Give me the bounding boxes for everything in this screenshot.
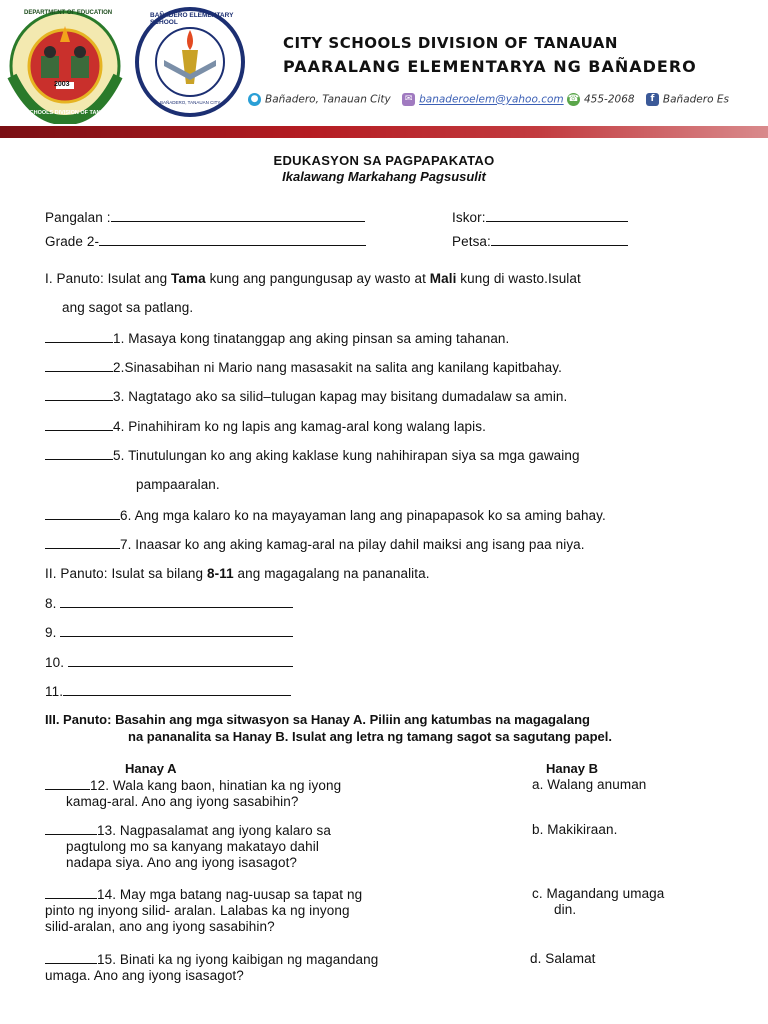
part1-instructions [45,271,581,286]
contact-facebook: Bañadero Es [662,93,729,106]
part2-number: 10. [45,655,65,670]
date-blank[interactable] [491,233,628,246]
left-logo-year: 2003 [54,81,70,88]
part2-number: 8. [45,596,57,611]
answer-blank[interactable] [45,536,120,549]
date-label: Petsa: [452,234,491,249]
part1-item-text: 4. Pinahihiram ko ng lapis ang kamag-aral kong walang lapis. [113,419,486,434]
part3-b-item: b. Makikiraan. [532,822,618,837]
contact-phone: 455-2068 [584,93,635,106]
part1-instr-a: I. Panuto: Isulat ang [45,271,172,286]
situation-text: silid-aralan, ano ang iyong sasabihin? [45,919,275,934]
part2-item [45,624,293,640]
part2-instr-b: ang magagalang na pananalita. [233,566,430,581]
school-title: PAARALANG ELEMENTARYA NG BAÑADERO [283,57,697,76]
part3-b-item: d. Salamat [530,951,596,966]
email-icon: ✉ [402,93,415,106]
contact-location: Bañadero, Tanauan City [265,93,391,106]
part3-instructions-cont: na pananalita sa Hanay B. Isulat ang letra ng tamang sagot sa sagutang papel. [128,729,613,744]
answer-choice-text: c. Magandang umaga [532,886,665,901]
part2-number: 11. [45,684,64,699]
part1-item [45,507,606,523]
answer-line[interactable] [63,683,291,696]
part1-mali: Mali [429,271,457,286]
part1-item [45,447,580,463]
exam-quarter: Ikalawang Markahang Pagsusulit [282,169,486,184]
answer-blank[interactable] [45,951,97,964]
answer-choice-text: din. [554,902,577,917]
answer-blank[interactable] [45,388,113,401]
left-logo-top-text: DEPARTMENT OF EDUCATION [24,10,113,16]
situation-text: pagtulong mo sa kanyang makatayo dahil [66,839,319,854]
answer-blank[interactable] [45,886,97,899]
answer-blank[interactable] [45,777,90,790]
answer-line[interactable] [60,595,293,608]
column-a-header: Hanay A [125,761,177,776]
part1-item-text: 7. Inaasar ko ang aking kamag-aral na pilay dahil maiksi ang isang paa niya. [120,537,585,552]
part1-item-text: 5. Tinutulungan ko ang aking kaklase kung nahihirapan siya sa mga gawaing [113,448,580,463]
column-b-header: Hanay B [546,761,599,776]
answer-blank[interactable] [45,822,97,835]
situation-text: umaga. Ano ang iyong isasagot? [45,968,244,983]
part1-instructions-cont: ang sagot sa patlang. [62,300,194,315]
score-field [452,209,628,225]
facebook-icon: f [646,93,659,106]
part2-range: 8-11 [207,566,234,581]
part1-item [45,359,562,375]
phone-icon: ☎ [567,94,580,104]
part1-item-text: 2.Sinasabihan ni Mario nang masasakit na salita ang kanilang kapitbahay. [113,360,562,375]
part3-b-item [532,886,664,918]
situation-text: pinto ng inyong silid- aralan. Lalabas ka ng inyong [45,903,350,918]
answer-blank[interactable] [45,330,113,343]
header-divider [0,126,768,138]
answer-line[interactable] [68,654,293,667]
answer-blank[interactable] [45,359,113,372]
situation-text: 13. Nagpasalamat ang iyong kalaro sa [97,823,331,838]
situation-text: 15. Binati ka ng iyong kaibigan ng magandang [97,952,379,967]
situation-text: nadapa siya. Ano ang iyong isasagot? [66,855,298,870]
part3-a-item [45,777,341,810]
part2-number: 9. [45,625,57,640]
part3-instr-1: : Basahin ang mga sitwasyon sa Hanay A. Piliin ang katumbas na magagalang [107,712,590,727]
part1-item5-cont: pampaaralan. [136,477,220,492]
part1-instr-b: kung ang pangungusap ay wasto at [205,271,430,286]
answer-blank[interactable] [45,507,120,520]
part1-instr-c: kung di wasto.Isulat [456,271,581,286]
grade-field [45,233,366,249]
part3-a-item [45,886,362,935]
part1-item-text: 6. Ang mga kalaro ko na mayayaman lang ang pinapapasok ko sa aming bahay. [120,508,606,523]
location-pin-icon: ● [248,93,261,106]
score-blank[interactable] [486,209,628,222]
part2-item [45,595,293,611]
contact-row [248,93,729,106]
exam-subject: EDUKASYON SA PAGPAPAKATAO [273,153,495,168]
date-field [452,233,628,249]
right-logo-ring-text: BAÑADERO ELEMENTARY SCHOOL [150,12,234,26]
part1-item-text: 1. Masaya kong tinatanggap ang aking pinsan sa aming tahanan. [113,331,510,346]
school-seal-logo [134,4,246,120]
part1-tama: Tama [171,271,206,286]
part3-a-item [45,951,378,984]
part3-a-item [45,822,331,871]
left-logo-bottom-text: CITY SCHOOLS DIVISION OF TANAUAN [12,110,117,116]
answer-blank[interactable] [45,418,113,431]
grade-blank[interactable] [99,233,366,246]
division-title: CITY SCHOOLS DIVISION OF TANAUAN [283,34,618,52]
part3-b-item: a. Walang anuman [532,777,647,792]
part2-item [45,654,293,670]
answer-blank[interactable] [45,447,113,460]
name-label: Pangalan : [45,210,111,225]
answer-line[interactable] [60,624,293,637]
part2-instr-a: II. Panuto: Isulat sa bilang [45,566,207,581]
score-label: Iskor: [452,210,486,225]
part1-item [45,418,486,434]
situation-text: 14. May mga batang nag-uusap sa tapat ng [97,887,363,902]
part1-item [45,330,509,346]
part1-item [45,536,585,552]
part1-item [45,388,567,404]
deped-division-logo [4,6,126,124]
part2-instructions [45,566,430,581]
situation-text: kamag-aral. Ano ang iyong sasabihin? [66,794,299,809]
name-field [45,209,365,225]
right-logo-bottom-text: BAÑADERO, TANAUAN CITY [160,100,221,105]
part1-item-text: 3. Nagtatago ako sa silid–tulugan kapag may bisitang dumadalaw sa amin. [113,389,568,404]
part3-instr-label: III. Panuto [45,712,108,727]
contact-email-link[interactable]: banaderoelem@yahoo.com [419,93,564,106]
situation-text: 12. Wala kang baon, hinatian ka ng iyong [90,778,342,793]
grade-label: Grade 2- [45,234,100,249]
part3-instructions [45,712,590,727]
name-blank[interactable] [111,209,365,222]
part2-item [45,683,291,699]
